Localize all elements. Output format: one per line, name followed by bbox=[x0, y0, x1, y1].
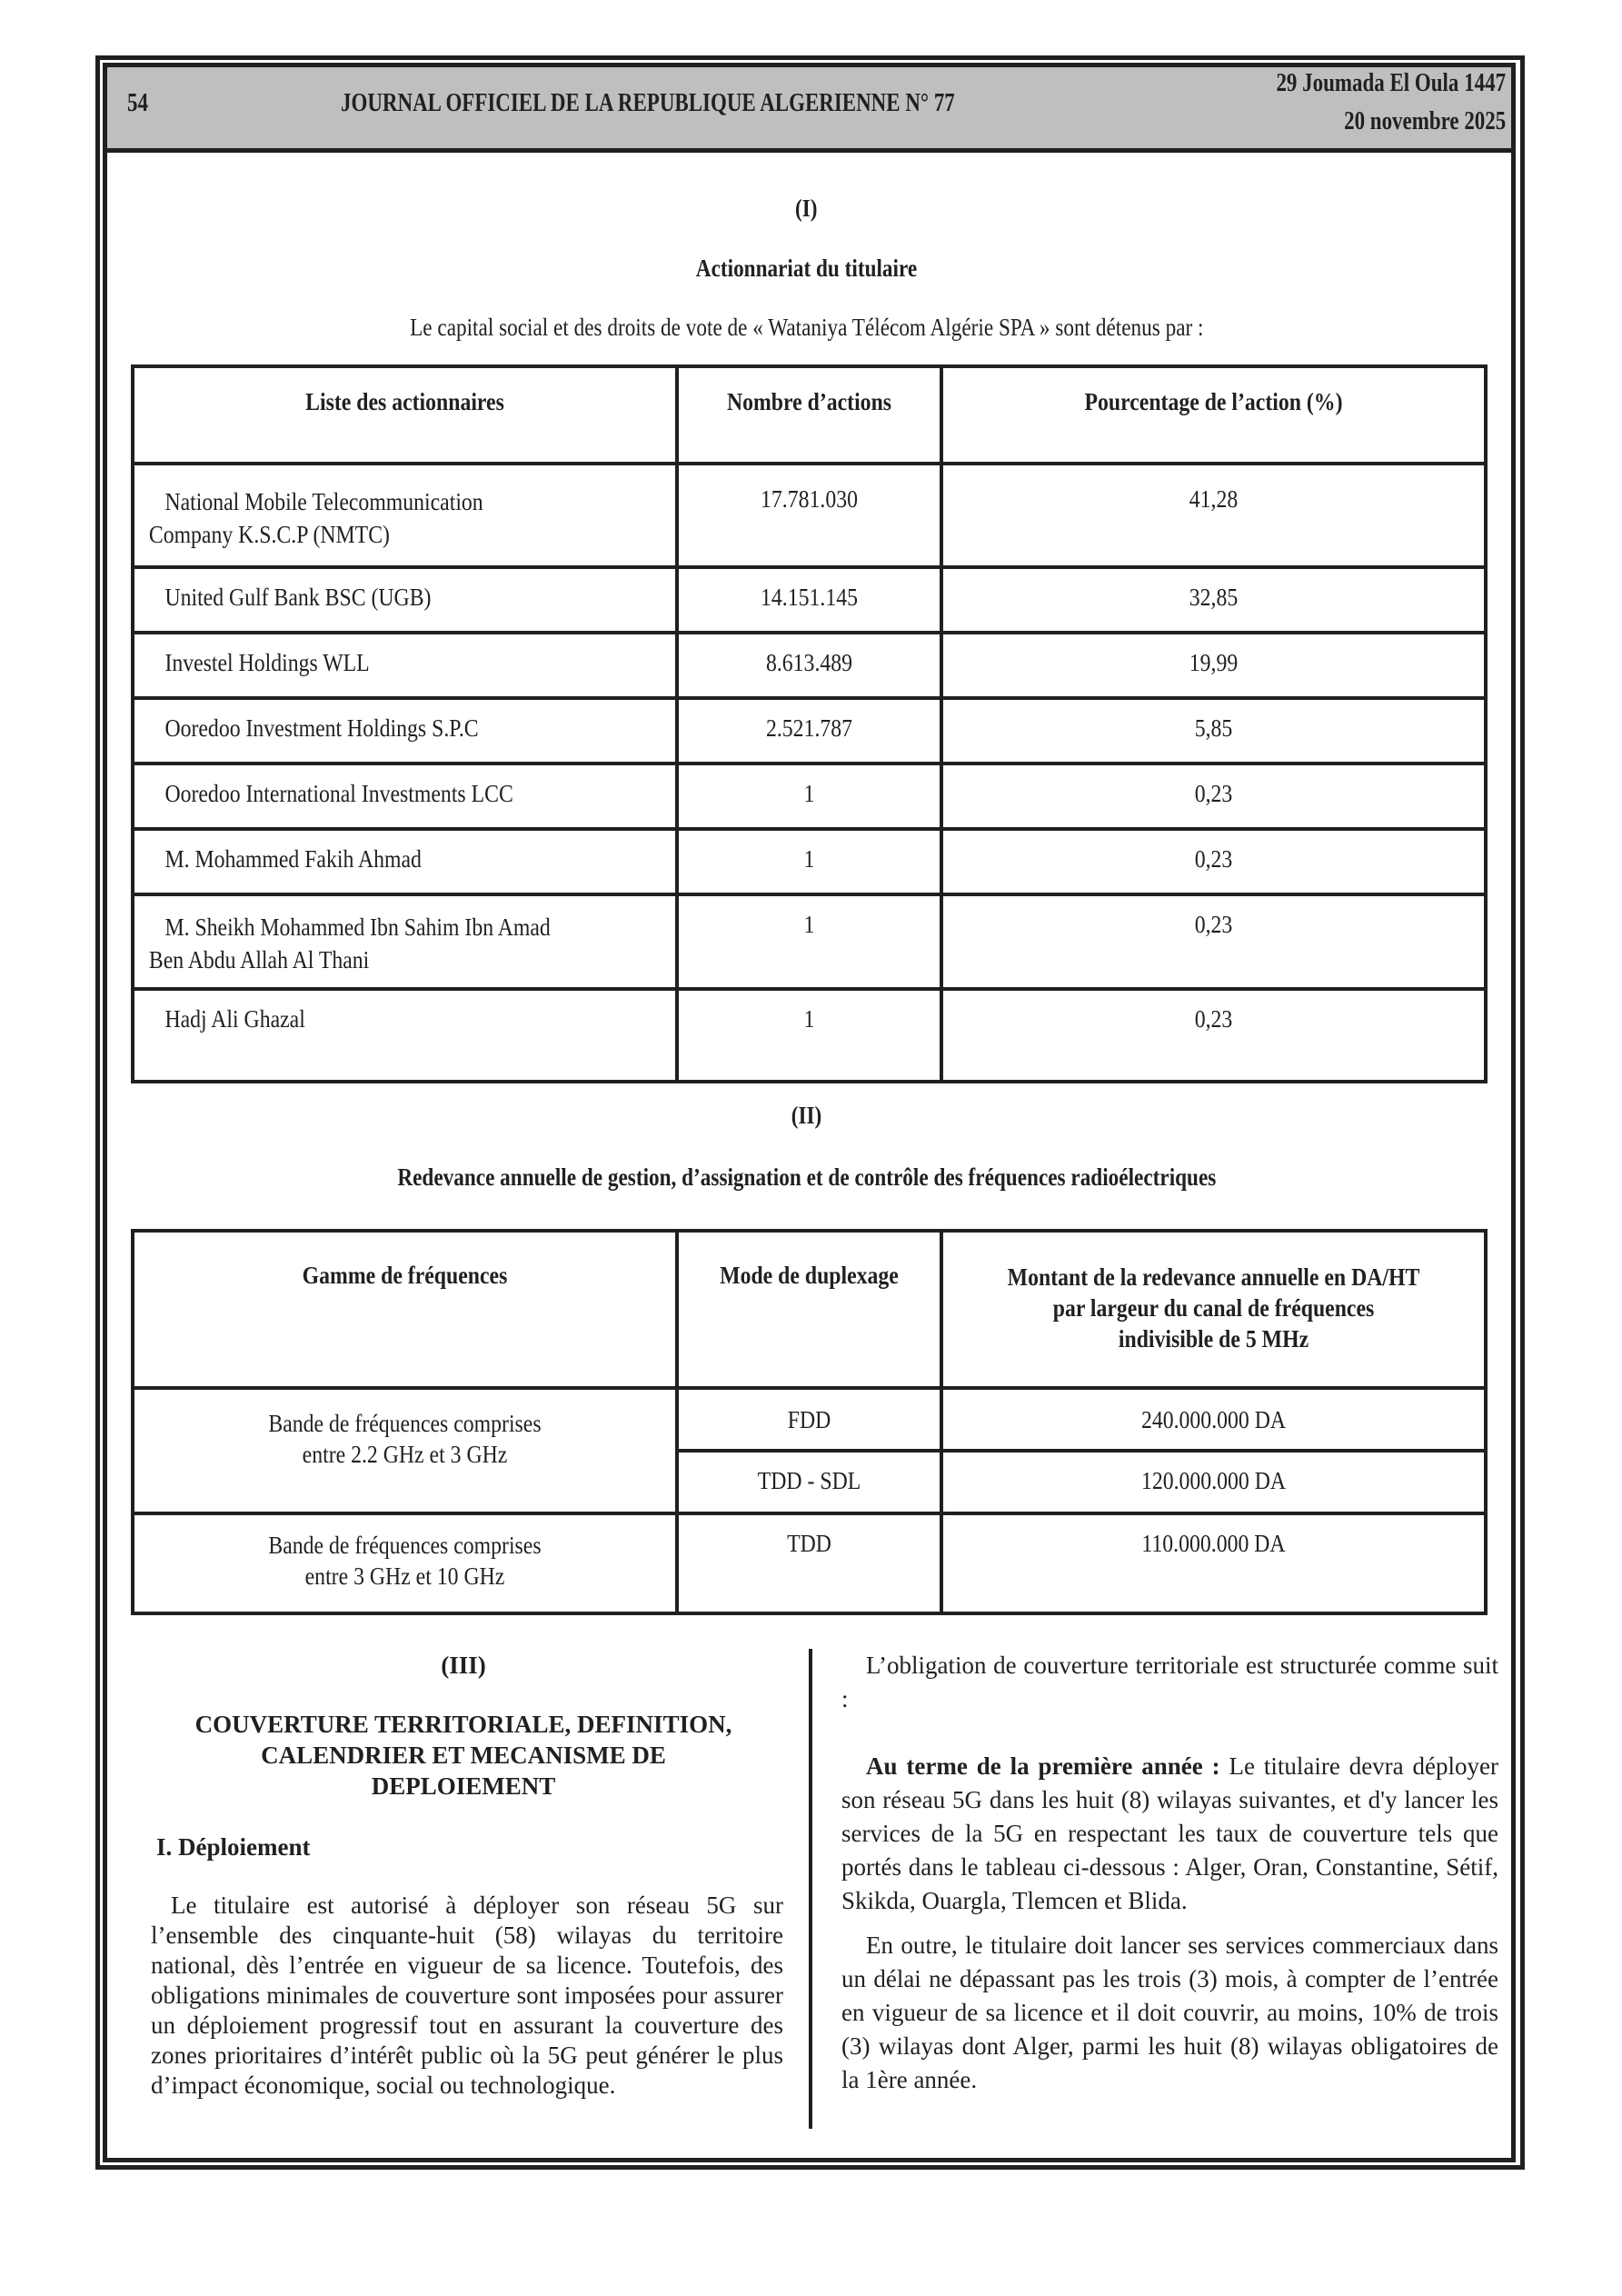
shareholder-name: M. Mohammed Fakih Ahmad bbox=[133, 829, 677, 894]
table-row bbox=[133, 829, 1486, 894]
table-row bbox=[133, 989, 1486, 1082]
table-row bbox=[133, 698, 1486, 764]
shareholder-name: Hadj Ali Ghazal bbox=[133, 989, 677, 1082]
table-row bbox=[133, 764, 1486, 829]
shareholder-name: Investel Holdings WLL bbox=[133, 633, 677, 698]
share-percent: 0,23 bbox=[941, 989, 1486, 1082]
column-header-shares: Nombre d’actions bbox=[677, 366, 941, 464]
share-percent: 19,99 bbox=[941, 633, 1486, 698]
duplex-mode: TDD - SDL bbox=[677, 1451, 941, 1513]
section-2-title: Redevance annuelle de gestion, d’assignation et de contrôle des fréquences radioélectriques bbox=[397, 1163, 1216, 1191]
share-percent: 32,85 bbox=[941, 567, 1486, 633]
column-header-percent: Pourcentage de l’action (%) bbox=[941, 366, 1486, 464]
table-row bbox=[133, 1388, 1486, 1451]
shareholder-name: Ooredoo Investment Holdings S.P.C bbox=[133, 698, 677, 764]
shareholders-table bbox=[131, 364, 1488, 1083]
table-header-row bbox=[133, 1231, 1486, 1388]
annual-fee-amount: 110.000.000 DA bbox=[941, 1513, 1486, 1613]
section-1-title: Actionnariat du titulaire bbox=[695, 255, 918, 282]
section-3-title: COUVERTURE TERRITORIALE, DEFINITION, CALENDRIER ET MECANISME DE DEPLOIEMENT bbox=[194, 1711, 732, 1800]
deployment-subheading: I. Déploiement bbox=[156, 1833, 311, 1861]
duplex-mode: FDD bbox=[677, 1388, 941, 1451]
section-1-number: (I) bbox=[795, 195, 818, 222]
share-percent: 0,23 bbox=[941, 894, 1486, 989]
section-3-number: (III) bbox=[441, 1652, 486, 1679]
annual-fee-amount: 240.000.000 DA bbox=[941, 1388, 1486, 1451]
share-count: 14.151.145 bbox=[677, 567, 941, 633]
journal-title: JOURNAL OFFICIEL DE LA REPUBLIQUE ALGERIENNE N° 77 bbox=[341, 89, 955, 117]
table-row bbox=[133, 1513, 1486, 1613]
section-2-number: (II) bbox=[791, 1102, 822, 1129]
table-row bbox=[133, 464, 1486, 567]
column-header-duplex-mode: Mode de duplexage bbox=[677, 1231, 941, 1388]
shareholder-name: M. Sheikh Mohammed Ibn Sahim Ibn Amad Ben Abdu Allah Al Thani bbox=[133, 894, 677, 989]
section-3-heading bbox=[147, 1649, 780, 1802]
frequency-range: Bande de fréquences comprises entre 3 GHz et 10 GHz bbox=[133, 1513, 677, 1613]
share-count: 8.613.489 bbox=[677, 633, 941, 698]
first-year-label: Au terme de la première année : bbox=[866, 1752, 1220, 1780]
section-1-intro: Le capital social et des droits de vote de « Wataniya Télécom Algérie SPA » sont détenus par : bbox=[409, 314, 1204, 341]
share-count: 2.521.787 bbox=[677, 698, 941, 764]
hijri-date: 29 Joumada El Oula 1447 bbox=[1276, 69, 1506, 97]
deployment-paragraph: Le titulaire est autorisé à déployer son réseau 5G sur l’ensemble des cinquante-huit (58) wilayas du territoire national, dès l’entrée en vigueur de sa licence. Toutefois, des obligations minimales de couverture sont imposées pour assurer un déploiement progressif tout en assurant la couverture des zones prioritaires d’intérêt public où la 5G peut générer le plus d’impact économique, social ou technologique. bbox=[151, 1892, 783, 2099]
page-number: 54 bbox=[127, 89, 148, 117]
table-row bbox=[133, 633, 1486, 698]
frequency-range: Bande de fréquences comprises entre 2.2 GHz et 3 GHz bbox=[133, 1388, 677, 1513]
table-row bbox=[133, 894, 1486, 989]
coverage-intro: L’obligation de couverture territoriale est structurée comme suit : bbox=[841, 1652, 1498, 1712]
share-count: 1 bbox=[677, 989, 941, 1082]
shareholder-name: United Gulf Bank BSC (UGB) bbox=[133, 567, 677, 633]
column-header-annual-fee: Montant de la redevance annuelle en DA/HT par largeur du canal de fréquences indivisible de 5 MHz bbox=[941, 1231, 1486, 1388]
annual-fee-amount: 120.000.000 DA bbox=[941, 1451, 1486, 1513]
table-row bbox=[133, 567, 1486, 633]
share-count: 1 bbox=[677, 764, 941, 829]
shareholder-name: National Mobile Telecommunication Company K.S.C.P (NMTC) bbox=[133, 464, 677, 567]
table-header-row bbox=[133, 366, 1486, 464]
coverage-column bbox=[841, 1649, 1498, 2097]
frequency-fee-table bbox=[131, 1229, 1488, 1615]
column-header-frequency-range: Gamme de fréquences bbox=[133, 1231, 677, 1388]
share-count: 1 bbox=[677, 829, 941, 894]
share-count: 1 bbox=[677, 894, 941, 989]
share-percent: 0,23 bbox=[941, 764, 1486, 829]
share-percent: 5,85 bbox=[941, 698, 1486, 764]
duplex-mode: TDD bbox=[677, 1513, 941, 1613]
column-divider bbox=[809, 1649, 812, 2129]
share-percent: 0,23 bbox=[941, 829, 1486, 894]
shareholder-name: Ooredoo International Investments LCC bbox=[133, 764, 677, 829]
share-percent: 41,28 bbox=[941, 464, 1486, 567]
commercial-launch-paragraph: En outre, le titulaire doit lancer ses services commerciaux dans un délai ne dépassant pas les trois (3) mois, à compter de l’entrée en vigueur de sa licence et il doit couvrir, au moins, 10% de trois (3) wilayas dont Alger, parmi les huit (8) wilayas obligatoires de la 1ère année. bbox=[841, 1932, 1498, 2093]
share-count: 17.781.030 bbox=[677, 464, 941, 567]
gregorian-date: 20 novembre 2025 bbox=[1343, 107, 1506, 135]
column-header-shareholders: Liste des actionnaires bbox=[133, 366, 677, 464]
first-year-paragraph: Au terme de la première année : Le titulaire devra déployer son réseau 5G dans les huit (8) wilayas suivantes, et d'y lancer les services de la 5G en respectant les taux de couverture tels que portés dans le tableau ci-dessous : Alger, Oran, Constantine, Sétif, Skikda, Ouargla, Tlemcen et Blida. bbox=[841, 1752, 1498, 1914]
